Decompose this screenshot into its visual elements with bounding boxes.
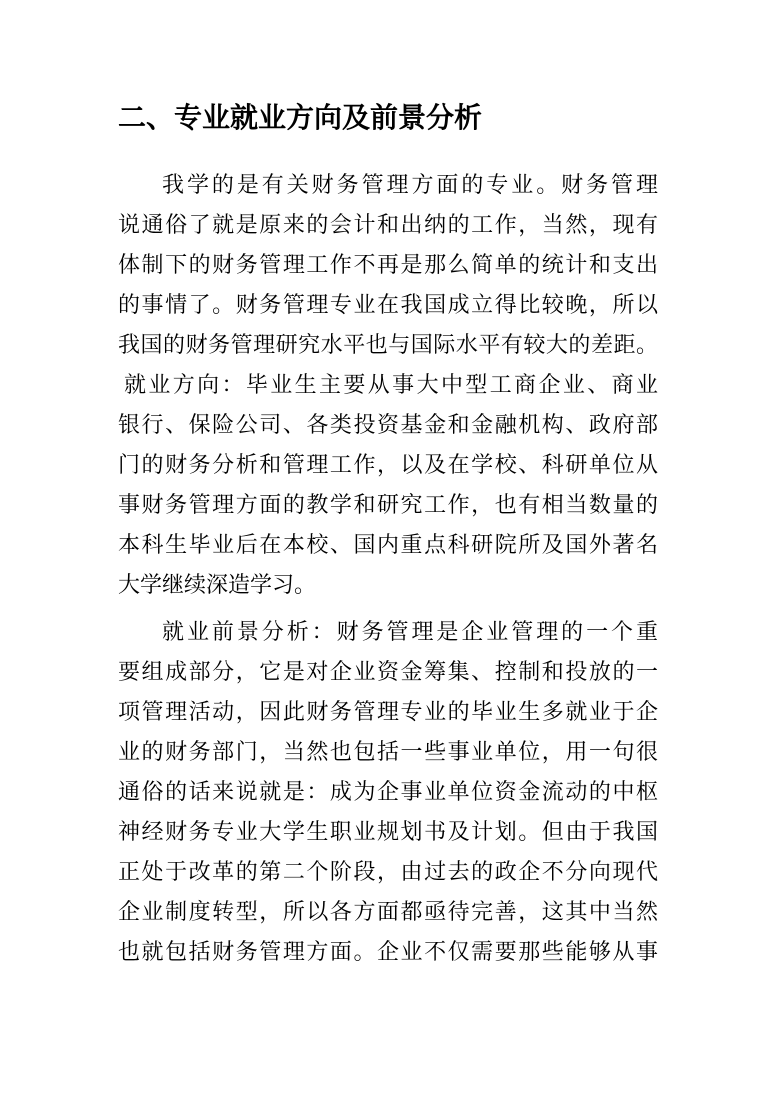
paragraph-line: 我学的是有关财务管理方面的专业。财务管理 [162,173,658,198]
paragraph-line: 银行、保险公司、各类投资基金和金融机构、政府部 [118,413,658,438]
paragraph-line: 就业前景分析：财务管理是企业管理的一个重 [162,620,658,645]
paragraph-line: 也就包括财务管理方面。企业不仅需要那些能够从事 [118,940,658,965]
paragraph-line: 门的财务分析和管理工作，以及在学校、科研单位从 [118,453,658,478]
paragraph-line: 大学继续深造学习。 [118,573,317,598]
paragraph-line: 通俗的话来说就是：成为企事业单位资金流动的中枢 [118,780,658,805]
paragraph-line: 本科生毕业后在本校、国内重点科研院所及国外著名 [118,533,658,558]
paragraph-line: 我国的财务管理研究水平也与国际水平有较大的差距。 [118,333,658,358]
paragraph-line: 神经财务专业大学生职业规划书及计划。但由于我国 [118,820,658,845]
paragraph-line: 项管理活动，因此财务管理专业的毕业生多就业于企 [118,700,658,725]
paragraph-line: 企业制度转型，所以各方面都亟待完善，这其中当然 [118,900,658,925]
paragraph-line: 说通俗了就是原来的会计和出纳的工作，当然，现有 [118,213,658,238]
paragraph-line: 要组成部分，它是对企业资金筹集、控制和投放的一 [118,660,658,685]
paragraph-line: 正处于改革的第二个阶段，由过去的政企不分向现代 [118,860,658,885]
paragraph-line: 体制下的财务管理工作不再是那么简单的统计和支出 [118,253,658,278]
paragraph-line: 的事情了。财务管理专业在我国成立得比较晚，所以 [118,293,658,318]
paragraph-line: 事财务管理方面的教学和研究工作，也有相当数量的 [118,493,658,518]
paragraph-line: 就业方向：毕业生主要从事大中型工商企业、商业 [124,373,658,398]
paragraph-line: 业的财务部门，当然也包括一些事业单位，用一句很 [118,740,658,765]
section-heading: 二、专业就业方向及前景分析 [118,101,483,134]
